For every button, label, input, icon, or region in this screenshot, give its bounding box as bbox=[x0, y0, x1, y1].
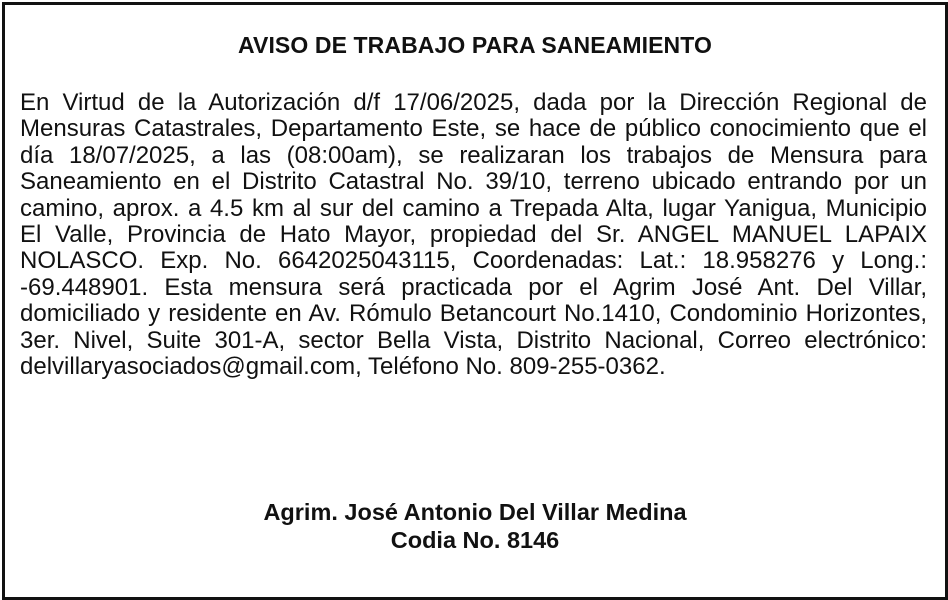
signature-name: Agrim. José Antonio Del Villar Medina bbox=[263, 499, 687, 525]
notice-title: AVISO DE TRABAJO PARA SANEAMIENTO bbox=[238, 32, 712, 58]
notice-body: En Virtud de la Autorización d/f 17/06/2025, dada por la Dirección Regional de Mensuras Catastrales, Departamento Este, se hace de público conocimiento que el día 18/07/2025, a las (08:00am), se realizaran los trabajos de Mensura para Saneamiento en el Distrito Catastral No. 39/10, terreno ubicado entrando por un camino, aprox. a 4.5 km al sur del camino a Trepada Alta, lugar Yanigua, Municipio El Valle, Provincia de Hato Mayor, propiedad del Sr. ANGEL MANUEL LAPAIX NOLASCO. Exp. No. 6642025043115, Coordenadas: Lat.: 18.958276 y Long.: -69.448901. Esta mensura será practicada por el Agrim José Ant. Del Villar, domiciliado y residente en Av. Rómulo Betancourt No.1410, Condominio Horizontes, 3er. Nivel, Suite 301-A, sector Bella Vista, Distrito Nacional, Correo electrónico: delvillaryasociados@gmail.com, Teléfono No. 809-255-0362. bbox=[20, 89, 927, 381]
notice-frame bbox=[2, 2, 948, 600]
signature-codia: Codia No. 8146 bbox=[390, 527, 560, 553]
signature-block bbox=[5, 498, 945, 554]
